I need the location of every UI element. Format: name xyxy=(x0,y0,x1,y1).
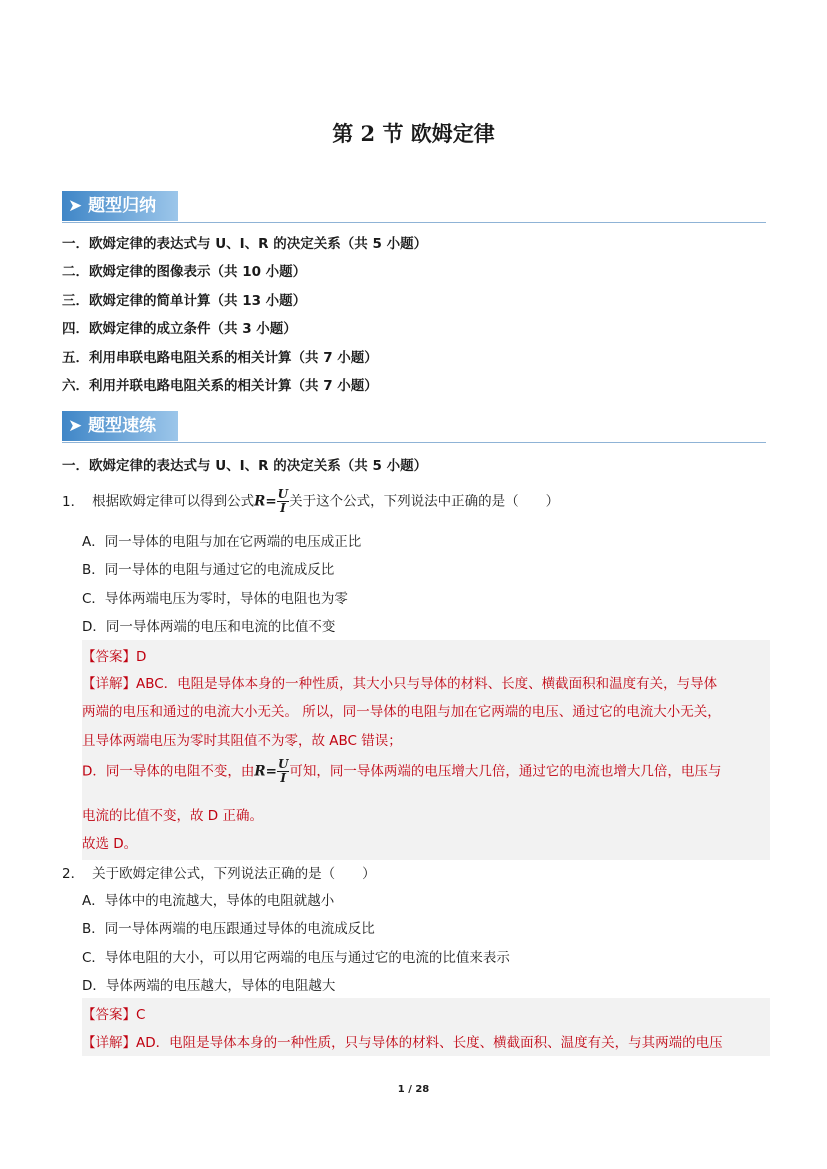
detail-line: 故选 D。 xyxy=(82,836,138,852)
option-b[interactable]: B．同一导体两端的电压跟通过导体的电流成反比 xyxy=(82,921,375,937)
toc-list xyxy=(62,230,427,400)
numerator: U xyxy=(277,487,289,501)
denominator: I xyxy=(280,501,286,515)
banner-label: ➤ 题型速练 xyxy=(62,411,178,441)
detail-line: 电流的比值不变，故 D 正确。 xyxy=(82,808,263,824)
detail-line: 【详解】ABC．电阻是导体本身的一种性质，其大小只与导体的材料、长度、横截面积和温度有关，与导体 xyxy=(82,676,718,692)
toc-item[interactable]: 六．利用并联电路电阻关系的相关计算（共 7 小题） xyxy=(62,377,378,394)
banner-label: ➤ 题型归纳 xyxy=(62,191,178,221)
section-banner-practice xyxy=(62,411,766,443)
option-d[interactable]: D．同一导体两端的电压和电流的比值不变 xyxy=(82,619,336,635)
option-b[interactable]: B．同一导体的电阻与通过它的电流成反比 xyxy=(82,562,335,578)
question-1 xyxy=(62,488,559,515)
numerator: U xyxy=(277,757,289,771)
formula-fraction xyxy=(277,758,289,785)
answer-label: 【答案】D xyxy=(82,649,147,665)
detail-text: 可知，同一导体两端的电压增大几倍，通过它的电流也增大几倍，电压与 xyxy=(289,763,722,780)
toc-item[interactable]: 二．欧姆定律的图像表示（共 10 小题） xyxy=(62,264,307,281)
option-d[interactable]: D．导体两端的电压越大，导体的电阻越大 xyxy=(82,978,336,994)
detail-line: 两端的电压和通过的电流大小无关。 所以，同一导体的电阻与加在它两端的电压、通过它的电流大小无关， xyxy=(82,704,721,720)
question-number: 2． xyxy=(62,866,85,882)
question-2 xyxy=(62,862,376,882)
toc-item[interactable]: 五．利用串联电路电阻关系的相关计算（共 7 小题） xyxy=(62,349,378,366)
formula-fraction xyxy=(277,488,289,515)
toc-item[interactable]: 四．欧姆定律的成立条件（共 3 小题） xyxy=(62,321,297,338)
divider xyxy=(62,442,766,443)
page-number: 1 / 28 xyxy=(397,1084,430,1095)
toc-item[interactable]: 一．欧姆定律的表达式与 U、I、R 的决定关系（共 5 小题） xyxy=(62,236,428,252)
detail-line: 且导体两端电压为零时其阻值不为零，故 ABC 错误； xyxy=(82,733,402,749)
option-c[interactable]: C．导体两端电压为零时，导体的电阻也为零 xyxy=(82,591,348,607)
toc-item[interactable]: 三．欧姆定律的简单计算（共 13 小题） xyxy=(62,292,307,309)
option-c[interactable]: C．导体电阻的大小，可以用它两端的电压与通过它的电流的比值来表示 xyxy=(82,950,510,966)
section-heading: 一．欧姆定律的表达式与 U、I、R 的决定关系（共 5 小题） xyxy=(62,458,428,474)
detail-text: D．同一导体的电阻不变，由 xyxy=(82,763,255,780)
detail-line: 【详解】AD．电阻是导体本身的一种性质，只与导体的材料、长度、横截面积、温度有关，与其两端的电压 xyxy=(82,1035,723,1051)
answer-block-2 xyxy=(82,998,770,1056)
question-number: 1． xyxy=(62,493,85,510)
formula-eq: = xyxy=(265,763,277,780)
formula-eq: = xyxy=(265,493,277,510)
denominator: I xyxy=(280,771,286,785)
question-text: 根据欧姆定律可以得到公式 xyxy=(92,493,255,510)
detail-line-d xyxy=(82,758,721,785)
question-text: 关于欧姆定律公式，下列说法正确的是（ ） xyxy=(92,866,376,882)
option-a[interactable]: A．导体中的电流越大，导体的电阻就越小 xyxy=(82,893,335,909)
option-a[interactable]: A．同一导体的电阻与加在它两端的电压成正比 xyxy=(82,534,362,550)
formula-lhs: R xyxy=(254,763,266,780)
formula-lhs: R xyxy=(254,493,266,510)
question-text: 关于这个公式，下列说法中正确的是（ ） xyxy=(289,493,560,510)
divider xyxy=(62,222,766,223)
section-banner-summary xyxy=(62,191,766,223)
answer-block-1 xyxy=(82,640,770,860)
page-title: 第 2 节 欧姆定律 xyxy=(332,121,495,146)
answer-label: 【答案】C xyxy=(82,1007,146,1023)
